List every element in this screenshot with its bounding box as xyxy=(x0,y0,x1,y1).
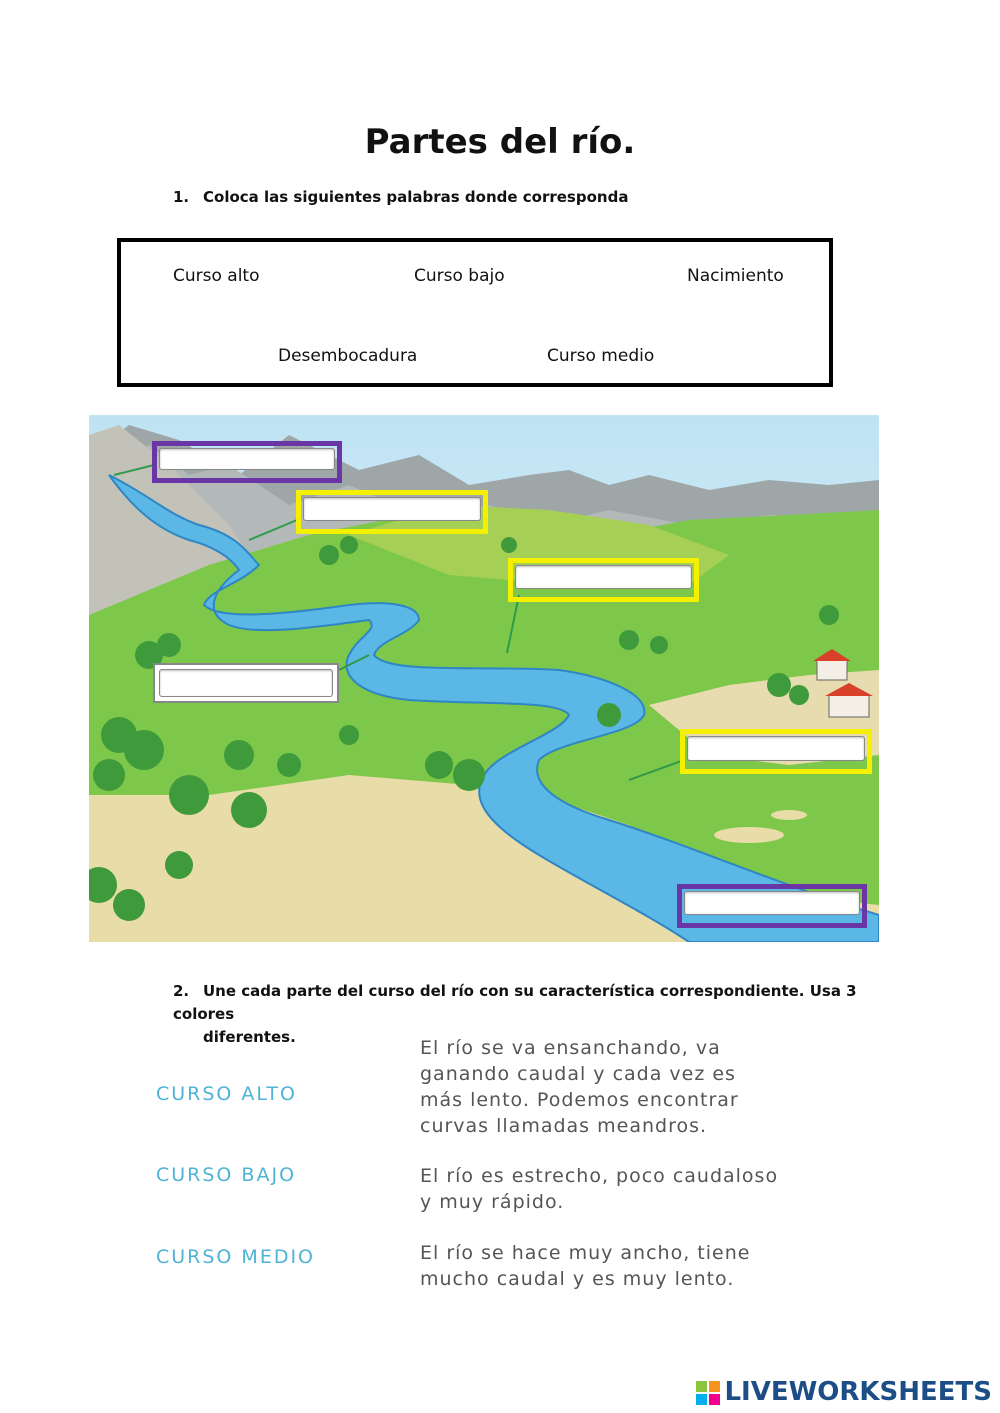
word-bank xyxy=(117,238,833,387)
word-curso-bajo[interactable]: Curso bajo xyxy=(414,266,505,286)
instruction-1-number: 1. xyxy=(173,188,190,206)
liveworksheets-logo xyxy=(696,1377,992,1407)
word-nacimiento[interactable]: Nacimiento xyxy=(687,266,784,286)
instruction-1 xyxy=(173,186,628,209)
description-2-line: y muy rápido. xyxy=(420,1191,565,1213)
word-curso-alto[interactable]: Curso alto xyxy=(173,266,260,286)
description-1-line: El río se va ensanchando, va xyxy=(420,1037,721,1059)
drop-box-desembocadura[interactable] xyxy=(677,884,867,928)
river-landscape-illustration xyxy=(89,415,879,942)
drop-box-curso-bajo[interactable] xyxy=(680,729,872,774)
instruction-1-text: Coloca las siguientes palabras donde corresponda xyxy=(203,188,629,206)
page-title: Partes del río. xyxy=(364,122,636,162)
word-curso-medio[interactable]: Curso medio xyxy=(547,346,655,366)
drop-box-field[interactable] xyxy=(303,497,481,521)
drop-box-field[interactable] xyxy=(159,669,333,697)
drop-box-curso-medio[interactable] xyxy=(508,558,699,602)
label-curso-bajo[interactable]: CURSO BAJO xyxy=(156,1164,297,1186)
description-1[interactable] xyxy=(420,1035,739,1139)
description-1-line: curvas llamadas meandros. xyxy=(420,1115,708,1137)
description-1-line: ganando caudal y cada vez es xyxy=(420,1063,736,1085)
liveworksheets-brand: LIVEWORKSHEETS xyxy=(724,1377,992,1407)
instruction-2-text-line2: diferentes. xyxy=(203,1028,296,1046)
description-3[interactable] xyxy=(420,1240,750,1292)
word-desembocadura[interactable]: Desembocadura xyxy=(278,346,418,366)
drop-box-field[interactable] xyxy=(684,891,860,915)
liveworksheets-icon xyxy=(696,1381,720,1405)
description-1-line: más lento. Podemos encontrar xyxy=(420,1089,739,1111)
drop-box-field[interactable] xyxy=(515,565,692,589)
drop-box-field[interactable] xyxy=(159,448,335,470)
drop-box-field[interactable] xyxy=(687,736,865,761)
description-2-line: El río es estrecho, poco caudaloso xyxy=(420,1165,779,1187)
instruction-2-number: 2. xyxy=(173,982,190,1000)
description-2[interactable] xyxy=(420,1163,778,1215)
instruction-2-text-line1: Une cada parte del curso del río con su característica correspondiente. Usa 3 colores xyxy=(173,982,857,1023)
label-curso-medio[interactable]: CURSO MEDIO xyxy=(156,1246,316,1268)
drop-box-curso-alto[interactable] xyxy=(296,490,488,534)
label-curso-alto[interactable]: CURSO ALTO xyxy=(156,1083,297,1105)
description-3-line: mucho caudal y es muy lento. xyxy=(420,1268,735,1290)
drop-box-nacimiento[interactable] xyxy=(152,441,342,483)
description-3-line: El río se hace muy ancho, tiene xyxy=(420,1242,751,1264)
drop-box-extra[interactable] xyxy=(153,663,339,703)
